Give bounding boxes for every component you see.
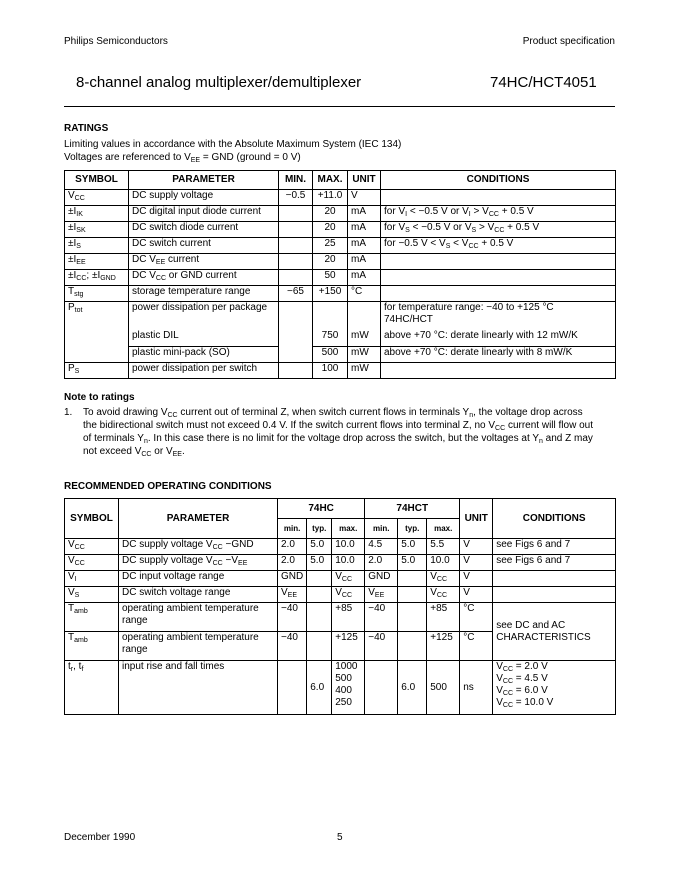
roc-heading: RECOMMENDED OPERATING CONDITIONS: [64, 481, 272, 492]
table-row: plastic DIL 750 mW above +70 °C: derate linearly with 12 mW/K: [65, 330, 616, 346]
note-line: To avoid drawing $V_{CC}$ current out of terminal Z, when switch current flows in terminals $Y_n$, the voltage drop across: [83, 407, 583, 419]
table-row: $V_I$ DC input voltage range GND $V_{CC}$ GND $V_{CC}$ V: [65, 571, 616, 587]
col-min: MIN.: [279, 171, 313, 190]
ratings-intro-1: Limiting values in accordance with the Absolute Maximum System (IEC 134): [64, 139, 402, 150]
page-number: 5: [337, 832, 343, 843]
col-unit: UNIT: [348, 171, 381, 190]
col-min: min.: [278, 519, 307, 539]
table-row: $T_{stg}$ storage temperature range −65 +150 °C: [65, 286, 616, 302]
header-rule: [64, 106, 615, 107]
col-parameter: PARAMETER: [119, 499, 278, 539]
table-row: $V_{CC}$ DC supply voltage −0.5 +11.0 V: [65, 190, 616, 206]
footer-date: December 1990: [64, 832, 136, 843]
roc-header-row: [65, 499, 616, 519]
col-max: max.: [427, 519, 460, 539]
table-row: $V_{CC}$ DC supply voltage $V_{CC} -GND$ 2.0 5.0 10.0 4.5 5.0 5.5 V see Figs 6 and 7: [65, 539, 616, 555]
col-parameter: PARAMETER: [129, 171, 279, 190]
col-max: max.: [332, 519, 365, 539]
note-number: 1.: [64, 407, 73, 418]
table-row: $\pm I_{IK}$ DC digital input diode current 20 mA for $V_I < -0.5$ V or $V_I > V_{CC} + 0.5$ V: [65, 206, 616, 222]
part-number: 74HC/HCT4051: [490, 74, 597, 91]
col-typ: typ.: [307, 519, 332, 539]
col-conditions: CONDITIONS: [381, 171, 616, 190]
company-name: Philips Semiconductors: [64, 36, 168, 47]
ratings-intro-2: Voltages are referenced to $V_{EE}$ = GND (ground = 0 V): [64, 152, 301, 164]
note-line: of terminals $Y_n$. In this case there is no limit for the voltage drop across the switch, but the voltages at $Y_n$ and Z may: [83, 433, 593, 445]
table-row: $\pm I_{CC}$; $\pm I_{GND}$ DC $V_{CC}$ or GND current 50 mA: [65, 270, 616, 286]
ratings-table: [64, 170, 616, 379]
note-line: the bidirectional switch must not exceed 0.4 V. If the switch current flows into terminal Z, no $V_{CC}$ current will flow out: [83, 420, 593, 432]
col-conditions: CONDITIONS: [493, 499, 616, 539]
table-row: $P_{tot}$ power dissipation per package for temperature range: −40 to +125 °C 74HC/HCT: [65, 302, 616, 331]
document-type: Product specification: [522, 36, 615, 47]
table-row: $V_{CC}$ DC supply voltage $V_{CC} -V_{EE}$ 2.0 5.0 10.0 2.0 5.0 10.0 V see Figs 6 and 7: [65, 555, 616, 571]
table-row: $V_S$ DC switch voltage range $V_{EE}$ $V_{CC}$ $V_{EE}$ $V_{CC}$ V: [65, 587, 616, 603]
table-row: $T_{amb}$ operating ambient temperature range −40 +125 −40 +125 °C: [65, 632, 616, 661]
table-row: $T_{amb}$ operating ambient temperature range −40 +85 −40 +85 °C see DC and AC CHARACTERISTICS: [65, 603, 616, 632]
notes-heading: Note to ratings: [64, 392, 135, 403]
ratings-header-row: [65, 171, 616, 190]
document-title: 8-channel analog multiplexer/demultiplexer: [76, 74, 362, 91]
roc-table: [64, 498, 616, 715]
table-row: $t_r$, $t_f$ input rise and fall times 6.0 1000 500 400 250 6.0 500 ns $V_{CC} = 2.0$ V $V_{CC} = 4.5$ V $V_{CC} = 6.0$ V $V_{CC} = 10.0$ V: [65, 661, 616, 715]
col-symbol: SYMBOL: [65, 171, 129, 190]
note-line: not exceed $V_{CC}$ or $V_{EE}$.: [83, 446, 185, 458]
table-row: $\pm I_{EE}$ DC $V_{EE}$ current 20 mA: [65, 254, 616, 270]
col-min: min.: [365, 519, 398, 539]
table-row: $P_S$ power dissipation per switch 100 mW: [65, 362, 616, 378]
ratings-heading: RATINGS: [64, 123, 109, 134]
table-row: plastic mini-pack (SO) 500 mW above +70 °C: derate linearly with 8 mW/K: [65, 346, 616, 362]
col-typ: typ.: [398, 519, 427, 539]
table-row: $\pm I_S$ DC switch current 25 mA for −0.5 $V < V_S < V_{CC} + 0.5$ V: [65, 238, 616, 254]
col-group-74hc: 74HC: [278, 499, 365, 519]
col-unit: UNIT: [460, 499, 493, 539]
table-row: $\pm I_{SK}$ DC switch diode current 20 mA for $V_S < -0.5$ V or $V_S > V_{CC} + 0.5$ V: [65, 222, 616, 238]
col-group-74hct: 74HCT: [365, 499, 460, 519]
col-max: MAX.: [313, 171, 348, 190]
col-symbol: SYMBOL: [65, 499, 119, 539]
